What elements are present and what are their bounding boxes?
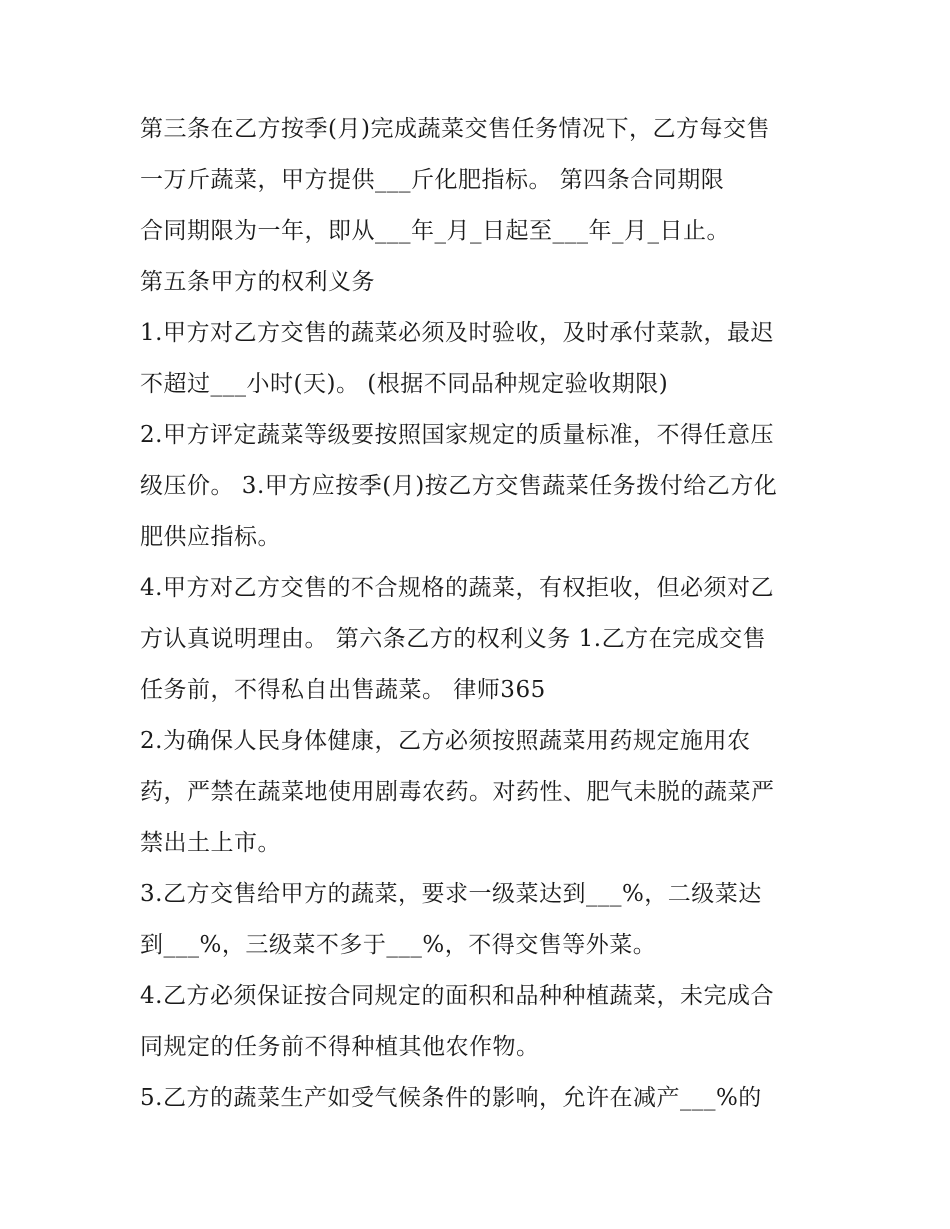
text-line: 合同期限为一年，即从___年_月_日起至___年_月_日止。 — [140, 218, 730, 244]
text-line: 4.甲方对乙方交售的不合规格的蔬菜，有权拒收，但必须对乙 — [140, 575, 774, 601]
text-line: 一万斤蔬菜，甲方提供___斤化肥指标。 第四条合同期限 — [140, 167, 725, 193]
text-line: 3.乙方交售给甲方的蔬菜，要求一级菜达到___%，二级菜达 — [140, 881, 762, 907]
text-line: 任务前，不得私自出售蔬菜。 律师365 — [140, 677, 546, 703]
text-line: 2.甲方评定蔬菜等级要按照国家规定的质量标准，不得任意压 — [140, 422, 774, 448]
text-line: 方认真说明理由。 第六条乙方的权利义务 1.乙方在完成交售 — [140, 626, 767, 652]
text-line: 不超过___小时(天)。 (根据不同品种规定验收期限) — [140, 371, 669, 397]
text-line: 肥供应指标。 — [140, 524, 281, 550]
text-line: 4.乙方必须保证按合同规定的面积和品种种植蔬菜，未完成合 — [140, 983, 774, 1009]
text-line: 禁出土上市。 — [140, 830, 281, 856]
text-line: 级压价。 3.甲方应按季(月)按乙方交售蔬菜任务拨付给乙方化 — [140, 473, 778, 499]
contract-text — [140, 104, 830, 1124]
text-line: 1.甲方对乙方交售的蔬菜必须及时验收，及时承付菜款，最迟 — [140, 320, 774, 346]
text-line: 同规定的任务前不得种植其他农作物。 — [140, 1034, 540, 1060]
text-line: 到___%，三级菜不多于___%，不得交售等外菜。 — [140, 932, 657, 958]
text-line: 药，严禁在蔬菜地使用剧毒农药。对药性、肥气未脱的蔬菜严 — [140, 779, 775, 805]
text-line: 5.乙方的蔬菜生产如受气候条件的影响，允许在减产___%的 — [140, 1085, 762, 1111]
text-line: 第三条在乙方按季(月)完成蔬菜交售任务情况下，乙方每交售 — [140, 116, 770, 142]
text-line: 2.为确保人民身体健康，乙方必须按照蔬菜用药规定施用农 — [140, 728, 751, 754]
section-heading: 第五条甲方的权利义务 — [140, 269, 375, 295]
